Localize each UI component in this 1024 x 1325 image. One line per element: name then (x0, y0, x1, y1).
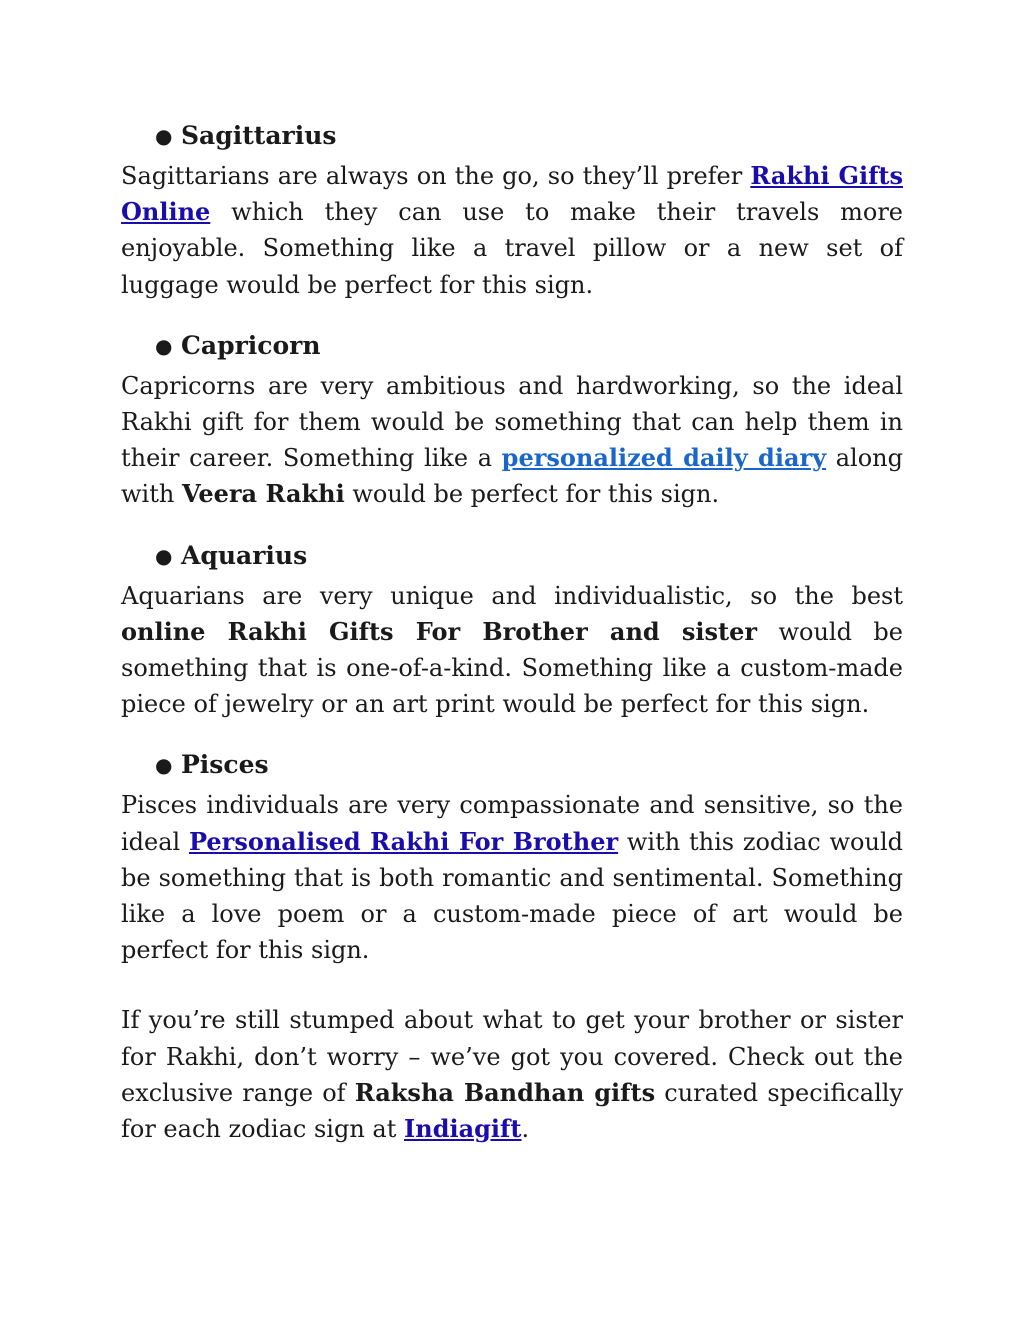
bullet-icon: ● (155, 753, 173, 778)
document-body (121, 118, 903, 1147)
heading-text: Aquarius (181, 540, 308, 570)
paragraph-text: Pisces individuals are very compassionate and sensitive, so the ideal (121, 791, 903, 856)
bold-text: Veera Rakhi (181, 479, 345, 509)
section-sagittarius (121, 118, 903, 303)
paragraph-text: would be something that is one-of-a-kind. Something like a custom-made piece of jewelry or an art print would be perfect for this sign. (121, 617, 903, 719)
personalized-daily-diary-link[interactable]: personalized daily diary (501, 443, 827, 473)
section-heading (121, 538, 903, 574)
bold-text: online Rakhi Gifts For Brother and sister (121, 616, 758, 646)
paragraph-text: . (521, 1115, 530, 1144)
paragraph-text: curated specifically for each zodiac sign at (121, 1078, 904, 1144)
paragraph-text: Aquarians are very unique and individualistic, so the best (121, 581, 903, 610)
closing-paragraph (121, 1002, 903, 1147)
section-paragraph (121, 368, 903, 513)
heading-text: Capricorn (181, 330, 321, 360)
paragraph-text: If you’re still stumped about what to get your brother or sister for Rakhi, don’t worry – we’ve got you covered. Check out the exclusive range of (121, 1006, 903, 1107)
section-pisces (121, 747, 903, 968)
section-paragraph (121, 158, 903, 303)
personalised-rakhi-for-brother-link[interactable]: Personalised Rakhi For Brother (189, 826, 619, 856)
bullet-icon: ● (155, 333, 173, 358)
paragraph-text: along with (121, 444, 903, 509)
section-capricorn (121, 328, 903, 513)
section-heading (121, 747, 903, 783)
paragraph-text: Sagittarians are always on the go, so they’ll prefer (121, 162, 751, 190)
bold-text: Raksha Bandhan gifts (354, 1077, 656, 1107)
rakhi-gifts-online-link[interactable]: Rakhi Gifts Online (121, 161, 903, 227)
bullet-icon: ● (155, 543, 173, 568)
heading-text: Sagittarius (181, 121, 337, 150)
section-heading (121, 118, 903, 154)
bullet-icon: ● (155, 124, 173, 148)
section-heading (121, 328, 903, 364)
section-aquarius (121, 538, 903, 723)
section-paragraph (121, 578, 903, 723)
heading-text: Pisces (181, 750, 269, 780)
section-paragraph (121, 787, 903, 968)
paragraph-text: which they can use to make their travels more enjoyable. Something like a travel pillow or a new set of luggage would be perfect for this sign. (121, 198, 903, 299)
indiagift-link[interactable]: Indiagift (404, 1114, 522, 1144)
paragraph-text: would be perfect for this sign. (344, 480, 720, 509)
paragraph-text: with this zodiac would be something that is both romantic and sentimental. Something like a love poem or a custom-made piece of art would be perfect for this sign. (121, 827, 903, 965)
paragraph-text: Capricorns are very ambitious and hardworking, so the ideal Rakhi gift for them would be something that can help them in their career. Something like a (121, 371, 903, 473)
